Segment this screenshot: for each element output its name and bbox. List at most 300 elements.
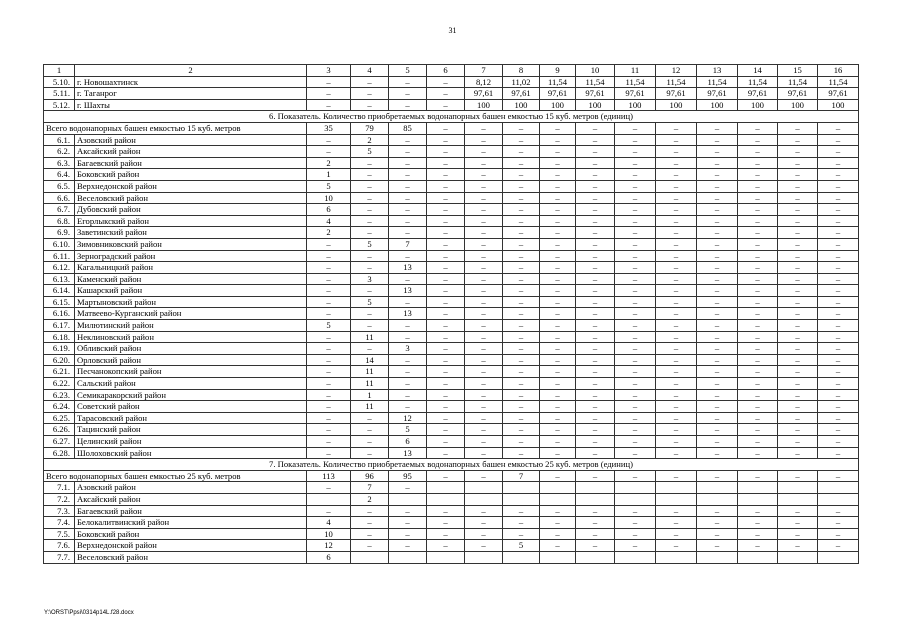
row-name: Кашарский район	[75, 285, 307, 297]
value-cell: –	[465, 412, 503, 424]
value-cell: –	[697, 122, 738, 134]
value-cell: –	[818, 540, 859, 552]
value-cell: –	[738, 204, 778, 216]
value-cell: –	[738, 470, 778, 482]
row-number: 6.16.	[44, 308, 75, 320]
value-cell: –	[503, 134, 540, 146]
value-cell: 6	[307, 204, 351, 216]
value-cell	[503, 551, 540, 563]
value-cell: –	[540, 238, 576, 250]
value-cell: –	[656, 343, 697, 355]
value-cell: –	[778, 343, 818, 355]
column-number: 9	[540, 65, 576, 77]
value-cell	[818, 482, 859, 494]
value-cell: –	[697, 517, 738, 529]
table-row	[44, 204, 859, 216]
value-cell: –	[351, 99, 389, 111]
table-row	[44, 180, 859, 192]
value-cell: 5	[351, 146, 389, 158]
table-row	[44, 238, 859, 250]
value-cell: –	[778, 540, 818, 552]
value-cell: –	[656, 250, 697, 262]
value-cell: –	[778, 262, 818, 274]
value-cell: –	[389, 331, 427, 343]
table-row	[44, 134, 859, 146]
column-number: 4	[351, 65, 389, 77]
value-cell: –	[540, 331, 576, 343]
value-cell: –	[503, 308, 540, 320]
row-name: Обливский район	[75, 343, 307, 355]
row-name: Белокалитвинский район	[75, 517, 307, 529]
value-cell: –	[351, 447, 389, 459]
value-cell: –	[697, 331, 738, 343]
value-cell: –	[465, 134, 503, 146]
value-cell: –	[738, 366, 778, 378]
value-cell: –	[656, 424, 697, 436]
value-cell: –	[697, 540, 738, 552]
row-number: 5.11.	[44, 88, 75, 100]
value-cell: –	[427, 424, 465, 436]
value-cell: –	[615, 146, 656, 158]
value-cell: –	[427, 470, 465, 482]
value-cell: –	[576, 436, 615, 448]
value-cell: –	[540, 169, 576, 181]
value-cell: –	[615, 354, 656, 366]
value-cell: –	[427, 134, 465, 146]
value-cell	[818, 551, 859, 563]
value-cell: 100	[503, 99, 540, 111]
value-cell: 1	[307, 169, 351, 181]
value-cell: –	[503, 192, 540, 204]
value-cell: –	[656, 517, 697, 529]
row-name: Тарасовский район	[75, 412, 307, 424]
value-cell: 13	[389, 285, 427, 297]
value-cell: –	[697, 412, 738, 424]
row-number: 5.10.	[44, 76, 75, 88]
value-cell: –	[465, 540, 503, 552]
value-cell: –	[465, 354, 503, 366]
value-cell: –	[576, 204, 615, 216]
value-cell	[465, 482, 503, 494]
table-row	[44, 482, 859, 494]
value-cell: –	[697, 401, 738, 413]
row-number: 6.9.	[44, 227, 75, 239]
value-cell: –	[656, 366, 697, 378]
value-cell: 6	[307, 551, 351, 563]
value-cell	[656, 482, 697, 494]
value-cell: –	[818, 528, 859, 540]
value-cell: –	[576, 412, 615, 424]
value-cell: –	[351, 180, 389, 192]
row-name: Верхнедонской район	[75, 540, 307, 552]
row-number: 6.15.	[44, 296, 75, 308]
value-cell: –	[427, 250, 465, 262]
value-cell: –	[738, 378, 778, 390]
value-cell: –	[697, 204, 738, 216]
value-cell: –	[738, 354, 778, 366]
value-cell: –	[503, 273, 540, 285]
value-cell: 100	[615, 99, 656, 111]
table-row	[44, 528, 859, 540]
value-cell: –	[656, 389, 697, 401]
value-cell: –	[656, 146, 697, 158]
row-number: 6.1.	[44, 134, 75, 146]
value-cell: –	[818, 320, 859, 332]
value-cell: –	[818, 366, 859, 378]
value-cell: –	[738, 262, 778, 274]
row-name: Боковский район	[75, 528, 307, 540]
value-cell: –	[778, 157, 818, 169]
value-cell: –	[778, 389, 818, 401]
value-cell: –	[697, 528, 738, 540]
value-cell: –	[778, 354, 818, 366]
value-cell: –	[697, 215, 738, 227]
value-cell: 97,61	[697, 88, 738, 100]
value-cell: 100	[540, 99, 576, 111]
value-cell: –	[351, 204, 389, 216]
value-cell: –	[465, 227, 503, 239]
value-cell: –	[427, 273, 465, 285]
value-cell	[818, 493, 859, 505]
row-number: 6.23.	[44, 389, 75, 401]
value-cell: –	[778, 447, 818, 459]
value-cell: –	[615, 366, 656, 378]
value-cell: –	[389, 204, 427, 216]
row-number: 6.26.	[44, 424, 75, 436]
value-cell	[427, 482, 465, 494]
value-cell: –	[818, 285, 859, 297]
value-cell	[738, 493, 778, 505]
value-cell: –	[351, 320, 389, 332]
value-cell: 85	[389, 122, 427, 134]
value-cell	[465, 551, 503, 563]
row-name: Матвеево-Курганский район	[75, 308, 307, 320]
value-cell: –	[540, 192, 576, 204]
value-cell: –	[307, 505, 351, 517]
value-cell: –	[351, 308, 389, 320]
value-cell: –	[307, 343, 351, 355]
value-cell: –	[389, 169, 427, 181]
value-cell: –	[427, 204, 465, 216]
value-cell: –	[615, 401, 656, 413]
value-cell	[738, 482, 778, 494]
column-number: 11	[615, 65, 656, 77]
row-name: г. Таганрог	[75, 88, 307, 100]
row-number: 6.17.	[44, 320, 75, 332]
section-title: 6. Показатель. Количество приобретаемых водонапорных башен емкостью 15 куб. метров (единиц)	[44, 111, 859, 123]
value-cell: 12	[307, 540, 351, 552]
value-cell: –	[389, 250, 427, 262]
value-cell	[615, 482, 656, 494]
row-number: 6.18.	[44, 331, 75, 343]
value-cell: –	[427, 238, 465, 250]
value-cell: –	[427, 180, 465, 192]
value-cell: –	[427, 320, 465, 332]
value-cell: 5	[351, 238, 389, 250]
value-cell: –	[540, 412, 576, 424]
value-cell: –	[307, 285, 351, 297]
value-cell: –	[615, 436, 656, 448]
table-row	[44, 227, 859, 239]
table-row	[44, 401, 859, 413]
value-cell: –	[389, 227, 427, 239]
row-name: Орловский район	[75, 354, 307, 366]
value-cell: –	[540, 517, 576, 529]
value-cell: –	[540, 180, 576, 192]
value-cell: –	[615, 505, 656, 517]
value-cell: –	[307, 262, 351, 274]
value-cell	[389, 493, 427, 505]
column-number: 12	[656, 65, 697, 77]
value-cell	[697, 551, 738, 563]
value-cell: –	[818, 470, 859, 482]
row-name: Тацинский район	[75, 424, 307, 436]
value-cell: –	[778, 180, 818, 192]
value-cell: –	[818, 169, 859, 181]
value-cell: –	[818, 331, 859, 343]
value-cell: –	[818, 122, 859, 134]
value-cell	[738, 551, 778, 563]
value-cell: 100	[778, 99, 818, 111]
value-cell: –	[778, 122, 818, 134]
value-cell: –	[503, 366, 540, 378]
value-cell: –	[427, 296, 465, 308]
value-cell: –	[615, 180, 656, 192]
value-cell: –	[540, 215, 576, 227]
value-cell: 13	[389, 447, 427, 459]
column-number: 1	[44, 65, 75, 77]
value-cell: –	[576, 470, 615, 482]
value-cell: –	[697, 157, 738, 169]
value-cell: –	[778, 331, 818, 343]
value-cell: 2	[307, 157, 351, 169]
column-number: 3	[307, 65, 351, 77]
row-name: Аксайский район	[75, 493, 307, 505]
value-cell: –	[576, 262, 615, 274]
value-cell: –	[503, 238, 540, 250]
value-cell: 7	[389, 238, 427, 250]
value-cell: –	[656, 157, 697, 169]
value-cell: –	[307, 354, 351, 366]
value-cell: –	[540, 436, 576, 448]
value-cell: –	[465, 215, 503, 227]
value-cell: –	[576, 343, 615, 355]
value-cell: –	[778, 146, 818, 158]
value-cell: 97,61	[465, 88, 503, 100]
value-cell: –	[465, 505, 503, 517]
value-cell: –	[540, 424, 576, 436]
value-cell: 5	[389, 424, 427, 436]
value-cell: –	[389, 401, 427, 413]
value-cell: 10	[307, 528, 351, 540]
value-cell: –	[656, 412, 697, 424]
value-cell: –	[351, 424, 389, 436]
value-cell: –	[656, 285, 697, 297]
value-cell: –	[615, 134, 656, 146]
value-cell: –	[615, 250, 656, 262]
value-cell: –	[307, 76, 351, 88]
table-row	[44, 296, 859, 308]
value-cell: –	[738, 517, 778, 529]
table-row	[44, 517, 859, 529]
row-name: Верхнедонской район	[75, 180, 307, 192]
value-cell: 12	[389, 412, 427, 424]
value-cell: –	[540, 343, 576, 355]
value-cell: 100	[465, 99, 503, 111]
value-cell: –	[465, 169, 503, 181]
value-cell: –	[818, 134, 859, 146]
value-cell: 95	[389, 470, 427, 482]
value-cell	[540, 482, 576, 494]
value-cell	[656, 493, 697, 505]
value-cell: –	[389, 76, 427, 88]
value-cell: –	[576, 169, 615, 181]
value-cell: –	[697, 146, 738, 158]
value-cell: –	[503, 517, 540, 529]
value-cell: –	[427, 505, 465, 517]
value-cell: –	[576, 285, 615, 297]
value-cell: –	[576, 366, 615, 378]
value-cell: –	[540, 447, 576, 459]
value-cell: –	[351, 412, 389, 424]
value-cell: –	[697, 262, 738, 274]
value-cell: 96	[351, 470, 389, 482]
value-cell: –	[697, 169, 738, 181]
value-cell: –	[818, 157, 859, 169]
value-cell: –	[778, 424, 818, 436]
value-cell: –	[307, 238, 351, 250]
row-number: 6.7.	[44, 204, 75, 216]
value-cell: –	[427, 412, 465, 424]
value-cell: –	[503, 250, 540, 262]
value-cell: –	[576, 528, 615, 540]
value-cell: –	[778, 273, 818, 285]
value-cell: –	[576, 122, 615, 134]
value-cell: –	[427, 436, 465, 448]
value-cell: –	[778, 378, 818, 390]
value-cell: –	[576, 447, 615, 459]
value-cell: –	[738, 285, 778, 297]
value-cell: 11	[351, 378, 389, 390]
value-cell: –	[389, 505, 427, 517]
value-cell: –	[465, 238, 503, 250]
table-row	[44, 88, 859, 100]
value-cell: –	[615, 296, 656, 308]
value-cell: 11,54	[656, 76, 697, 88]
row-name: Милютинский район	[75, 320, 307, 332]
value-cell: –	[778, 366, 818, 378]
value-cell: –	[738, 308, 778, 320]
value-cell: –	[389, 215, 427, 227]
value-cell: –	[697, 238, 738, 250]
row-number: 7.4.	[44, 517, 75, 529]
table-row	[44, 366, 859, 378]
row-number: 5.12.	[44, 99, 75, 111]
value-cell	[576, 493, 615, 505]
value-cell: 97,61	[818, 88, 859, 100]
value-cell: –	[351, 540, 389, 552]
row-number: 6.3.	[44, 157, 75, 169]
value-cell: –	[540, 157, 576, 169]
value-cell: –	[351, 192, 389, 204]
value-cell: –	[503, 215, 540, 227]
row-number: 6.20.	[44, 354, 75, 366]
row-name: Неклиновский район	[75, 331, 307, 343]
table-row	[44, 436, 859, 448]
value-cell: –	[656, 122, 697, 134]
row-name: Семикаракорский район	[75, 389, 307, 401]
value-cell: –	[465, 180, 503, 192]
value-cell: –	[615, 378, 656, 390]
value-cell: –	[615, 273, 656, 285]
value-cell: –	[818, 517, 859, 529]
value-cell: –	[389, 354, 427, 366]
row-name: Аксайский район	[75, 146, 307, 158]
value-cell: –	[576, 505, 615, 517]
table-row	[44, 412, 859, 424]
value-cell: 100	[576, 99, 615, 111]
value-cell: –	[778, 250, 818, 262]
value-cell: –	[351, 505, 389, 517]
value-cell: –	[697, 389, 738, 401]
value-cell: –	[697, 366, 738, 378]
value-cell: –	[503, 285, 540, 297]
value-cell: –	[503, 320, 540, 332]
value-cell: –	[540, 528, 576, 540]
value-cell: –	[615, 447, 656, 459]
value-cell: –	[738, 320, 778, 332]
table-row	[44, 262, 859, 274]
value-cell: –	[656, 505, 697, 517]
row-number: 6.24.	[44, 401, 75, 413]
value-cell: –	[427, 169, 465, 181]
value-cell: –	[615, 285, 656, 297]
value-cell: –	[738, 250, 778, 262]
value-cell: –	[778, 227, 818, 239]
value-cell: –	[697, 192, 738, 204]
value-cell: –	[307, 424, 351, 436]
value-cell: –	[465, 366, 503, 378]
table-row	[44, 505, 859, 517]
value-cell: –	[389, 273, 427, 285]
value-cell: –	[738, 436, 778, 448]
value-cell: –	[427, 99, 465, 111]
value-cell: –	[738, 528, 778, 540]
page-number: 31	[448, 26, 457, 35]
value-cell: –	[307, 331, 351, 343]
row-number: 6.4.	[44, 169, 75, 181]
value-cell: –	[503, 424, 540, 436]
value-cell: –	[351, 157, 389, 169]
value-cell: –	[427, 122, 465, 134]
value-cell: 97,61	[778, 88, 818, 100]
value-cell: –	[778, 401, 818, 413]
value-cell: –	[738, 389, 778, 401]
row-name: Егорлыкский район	[75, 215, 307, 227]
value-cell: –	[818, 436, 859, 448]
value-cell	[778, 493, 818, 505]
value-cell: 6	[389, 436, 427, 448]
value-cell	[697, 493, 738, 505]
value-cell: –	[738, 296, 778, 308]
value-cell: –	[540, 505, 576, 517]
row-number: 6.22.	[44, 378, 75, 390]
value-cell: –	[389, 320, 427, 332]
value-cell: –	[778, 192, 818, 204]
total-row	[44, 470, 859, 482]
value-cell: –	[351, 343, 389, 355]
row-name: Дубовский район	[75, 204, 307, 216]
